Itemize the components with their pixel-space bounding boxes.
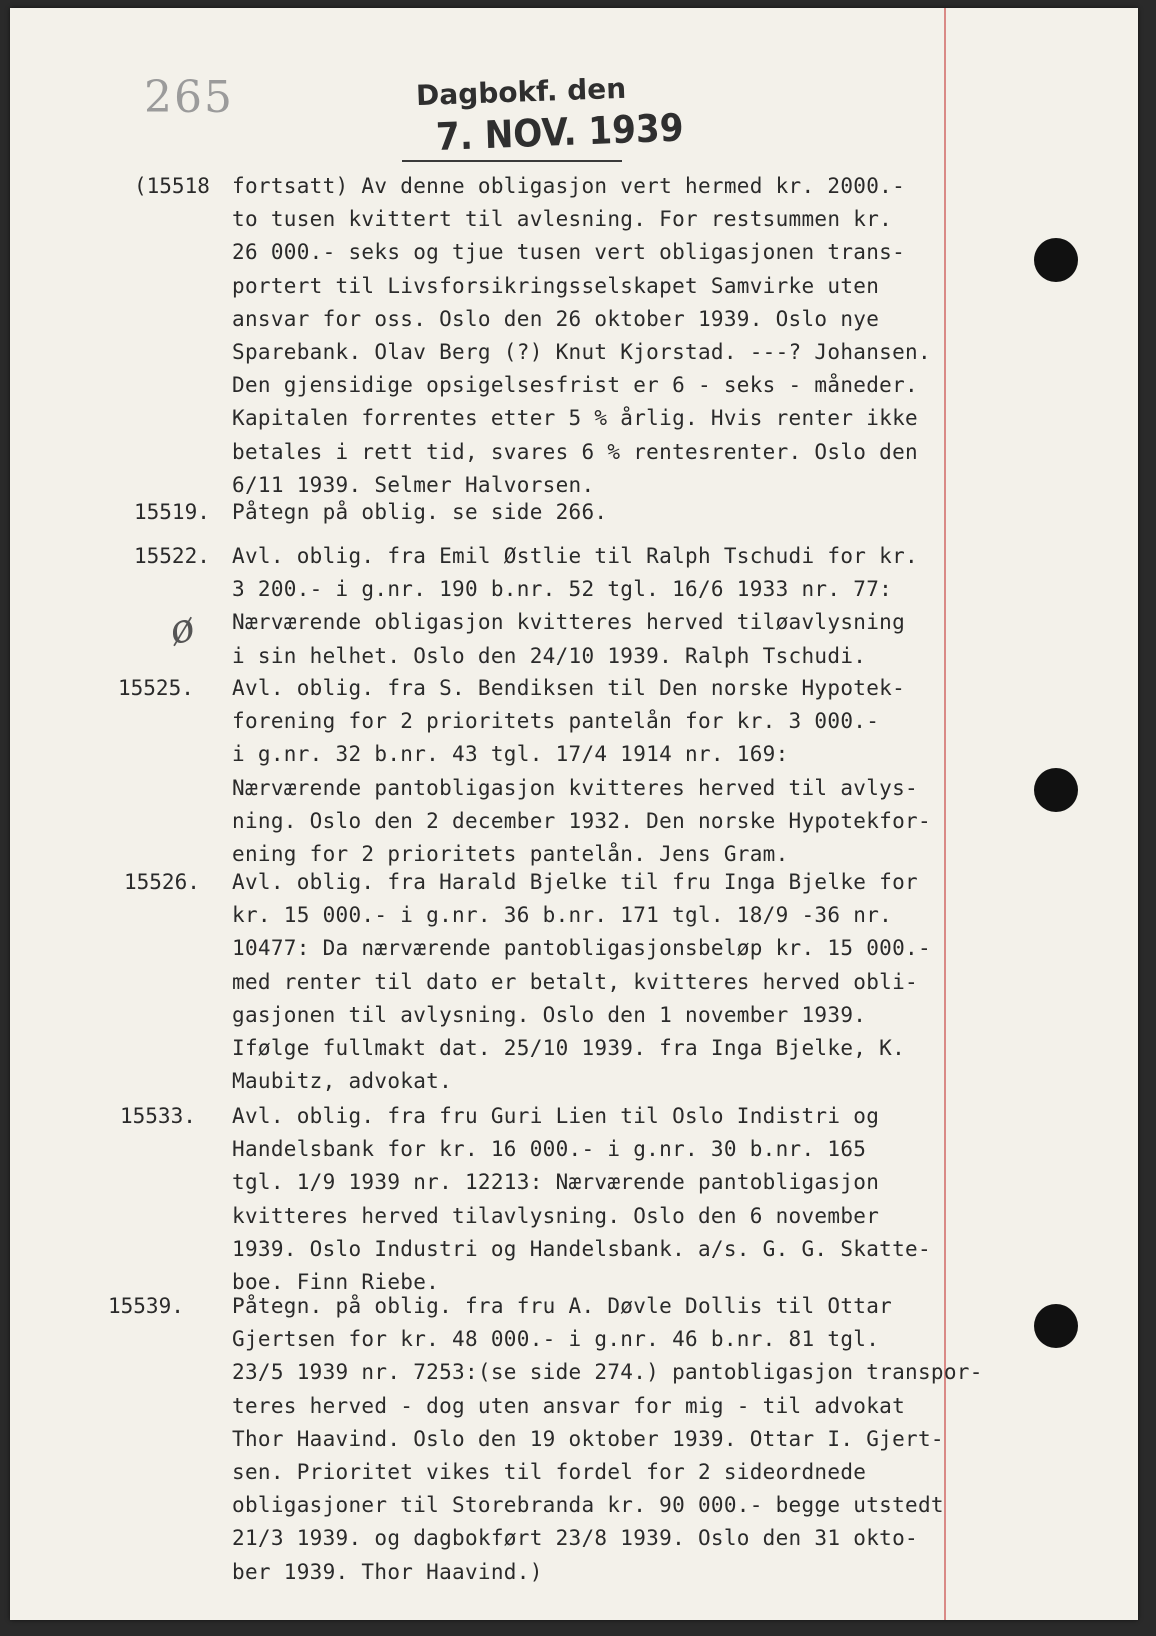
punch-hole	[1034, 238, 1078, 282]
entry-text-line: 3 200.- i g.nr. 190 b.nr. 52 tgl. 16/6 1933 nr. 77:	[232, 577, 893, 602]
entry-text-line: ansvar for oss. Oslo den 26 oktober 1939. Oslo nye	[232, 306, 880, 331]
entry-text-line: Thor Haavind. Oslo den 19 oktober 1939. Ottar I. Gjert-	[232, 1426, 944, 1451]
entry-text-line: gasjonen til avlysning. Oslo den 1 november 1939.	[232, 1002, 867, 1027]
entry-text-line: Avl. oblig. fra Harald Bjelke til fru Inga Bjelke for	[232, 870, 918, 894]
entry-number: (15518	[134, 174, 210, 198]
entry-number: 15525.	[118, 676, 194, 700]
entry-text-line: i g.nr. 32 b.nr. 43 tgl. 17/4 1914 nr. 169:	[232, 742, 789, 767]
entry-text-line: Maubitz, advokat.	[232, 1069, 453, 1094]
margin-mark: ø	[164, 603, 200, 655]
entry-text-line: teres herved - dog uten ansvar for mig - til advokat	[232, 1393, 906, 1418]
entry-text-line: Den gjensidige opsigelsesfrist er 6 - seks - måneder.	[232, 373, 918, 398]
entry-text-line: to tusen kvittert til avlesning. For restsummen kr.	[232, 207, 893, 232]
page-number: 265	[144, 72, 234, 123]
entry-text-line: Avl. oblig. fra fru Guri Lien til Oslo Indistri og	[232, 1104, 880, 1128]
entry-text-line: Nærværende obligasjon kvitteres herved tiløavlysning	[232, 610, 906, 635]
entry-text-line: med renter til dato er betalt, kvitteres herved obli-	[232, 969, 918, 994]
entry-text-line: tgl. 1/9 1939 nr. 12213: Nærværende pantobligasjon	[232, 1170, 880, 1195]
entry-number: 15533.	[120, 1104, 196, 1128]
entry-text-line: Avl. oblig. fra Emil Østlie til Ralph Tschudi for kr.	[232, 544, 918, 568]
entry-text-line: ber 1939. Thor Haavind.)	[232, 1559, 543, 1584]
entry-text-line: 21/3 1939. og dagbokført 23/8 1939. Oslo den 31 okto-	[232, 1526, 918, 1551]
entry-text-line: forening for 2 prioritets pantelån for kr. 3 000.-	[232, 709, 880, 734]
entry-text-line: i sin helhet. Oslo den 24/10 1939. Ralph Tschudi.	[232, 643, 867, 668]
entry-text-line: 23/5 1939 nr. 7253:(se side 274.) pantobligasjon transpor-	[232, 1360, 983, 1385]
entry-text-line: ning. Oslo den 2 december 1932. Den norske Hypotekfor-	[232, 808, 931, 833]
entry-text-line: kvitteres herved tilavlysning. Oslo den 6 november	[232, 1203, 880, 1228]
entry-text-line: obligasjoner til Storebranda kr. 90 000.- begge utstedt	[232, 1493, 944, 1518]
entry-text-line: 6/11 1939. Selmer Halvorsen.	[232, 472, 595, 497]
entry-text-line: Avl. oblig. fra S. Bendiksen til Den norske Hypotek-	[232, 676, 906, 700]
entry-text-line: Handelsbank for kr. 16 000.- i g.nr. 30 b.nr. 165	[232, 1137, 867, 1162]
document-page	[10, 8, 1138, 1620]
entry-number: 15522.	[134, 544, 210, 568]
entry-text-line: Kapitalen forrentes etter 5 % årlig. Hvis renter ikke	[232, 406, 918, 431]
entry-number: 15539.	[108, 1294, 184, 1318]
entry-text-line: 10477: Da nærværende pantobligasjonsbeløp kr. 15 000.-	[232, 936, 931, 961]
entry-text-line: sen. Prioritet vikes til fordel for 2 sideordnede	[232, 1460, 867, 1484]
date-stamp	[415, 71, 711, 159]
entry-text-line: 1939. Oslo Industri og Handelsbank. a/s. G. G. Skatte-	[232, 1236, 931, 1261]
entry-number: 15519.	[134, 500, 210, 524]
punch-hole	[1034, 768, 1078, 812]
stamp-underline	[402, 160, 622, 162]
entry-text-line: 26 000.- seks og tjue tusen vert obligasjonen trans-	[232, 240, 906, 265]
entry-text-line: kr. 15 000.- i g.nr. 36 b.nr. 171 tgl. 18/9 -36 nr.	[232, 903, 893, 928]
entry-text-line: ening for 2 prioritets pantelån. Jens Gram.	[232, 842, 789, 866]
entry-text-line: Ifølge fullmakt dat. 25/10 1939. fra Inga Bjelke, K.	[232, 1036, 906, 1060]
entry-text-line: Påtegn på oblig. se side 266.	[232, 500, 608, 524]
entry-text-line: Påtegn. på oblig. fra fru A. Døvle Dollis til Ottar	[232, 1294, 893, 1318]
punch-hole	[1034, 1304, 1078, 1348]
entry-text-line: Nærværende pantobligasjon kvitteres herved til avlys-	[232, 775, 918, 800]
entry-text-line: Sparebank. Olav Berg (?) Knut Kjorstad. ---? Johansen.	[232, 340, 931, 364]
entry-text-line: portert til Livsforsikringsselskapet Samvirke uten	[232, 273, 880, 298]
stamp-line-1: Dagbokf. den	[415, 71, 627, 113]
entry-text-line: boe. Finn Riebe.	[232, 1270, 440, 1294]
entry-text-line: fortsatt) Av denne obligasjon vert hermed kr. 2000.-	[232, 174, 906, 198]
entry-number: 15526.	[124, 870, 200, 894]
stamp-line-2: 7. NOV. 1939	[435, 105, 685, 159]
entry-text-line: betales i rett tid, svares 6 % rentesrenter. Oslo den	[232, 439, 918, 464]
entry-text-line: Gjertsen for kr. 48 000.- i g.nr. 46 b.nr. 81 tgl.	[232, 1327, 880, 1352]
